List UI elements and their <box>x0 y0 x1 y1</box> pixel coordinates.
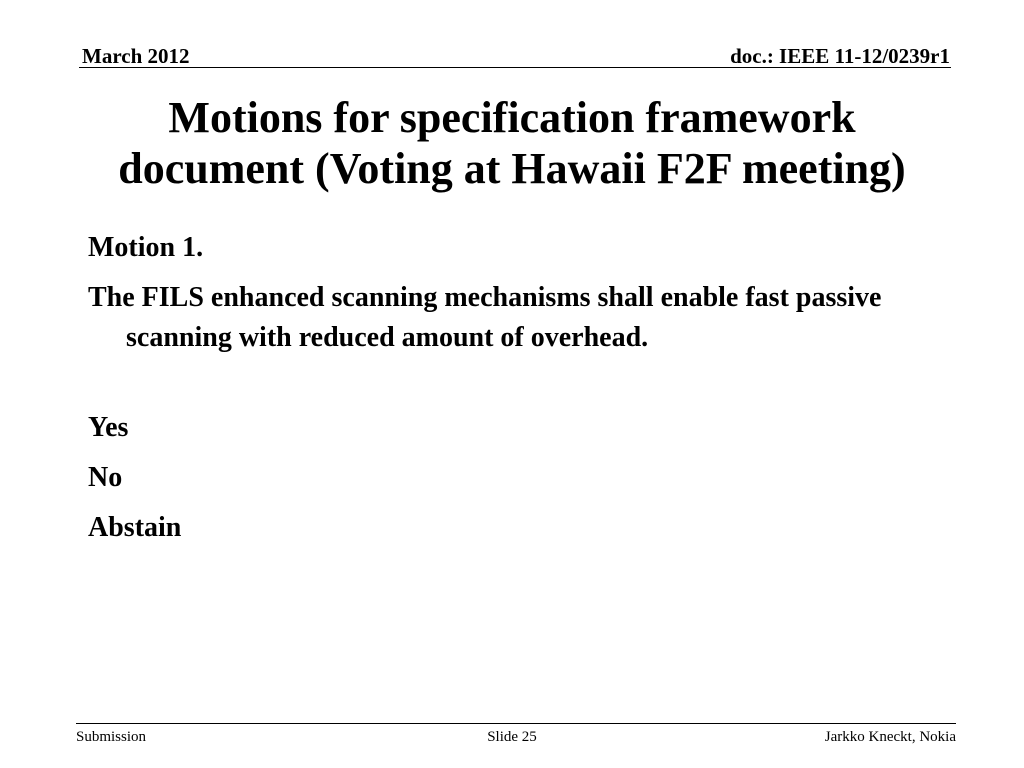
slide-title <box>60 92 964 194</box>
header-divider <box>79 67 951 68</box>
slide-title-line-2: document (Voting at Hawaii F2F meeting) <box>118 144 906 193</box>
header-date: March 2012 <box>82 44 190 68</box>
footer-divider <box>76 723 956 724</box>
vote-option-no: No <box>88 462 123 493</box>
motion-heading: Motion 1. <box>88 232 204 263</box>
footer-slide-number: Slide 25 <box>487 729 537 745</box>
slide-title-line-1: Motions for specification framework <box>168 93 856 142</box>
vote-option-abstain: Abstain <box>88 512 182 543</box>
footer-author: Jarkko Kneckt, Nokia <box>824 729 956 745</box>
motion-text: The FILS enhanced scanning mechanisms shall enable fast passive scanning with reduced amount of overhead. <box>88 282 882 353</box>
header-doc-id: doc.: IEEE 11-12/0239r1 <box>730 44 950 68</box>
vote-option-yes: Yes <box>88 412 129 443</box>
slide-body <box>88 228 948 548</box>
footer-submission: Submission <box>76 729 147 745</box>
